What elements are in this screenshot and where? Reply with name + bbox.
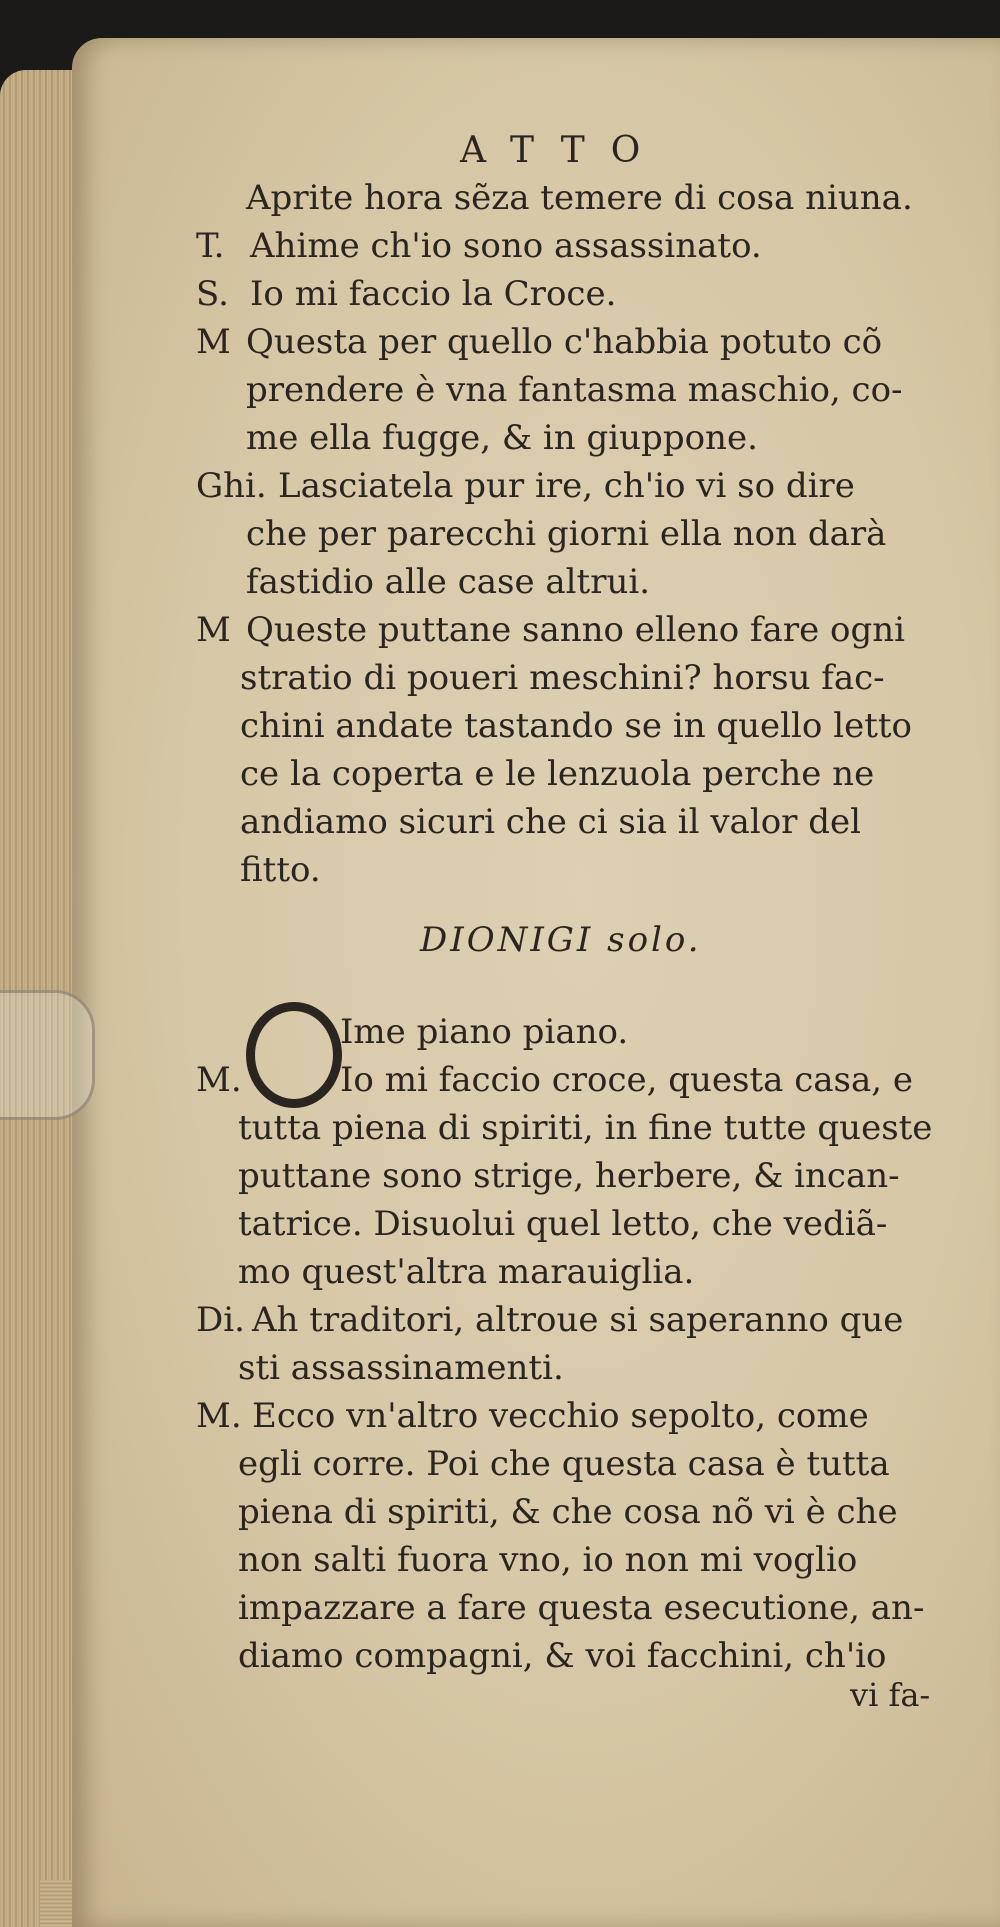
text-line: piena di spiriti, & che cosa nõ vi è che [238,1492,898,1532]
text-line: non salti fuora vno, io non mi voglio [238,1540,858,1580]
text-line: fitto. [240,850,321,890]
text-line: andiamo sicuri che ci sia il valor del [240,802,861,842]
speaker-label: T. [196,226,225,266]
text-line: Lasciatela pur ire, ch'io vi so dire [278,466,855,506]
text-line: tatrice. Disuolui quel letto, che vediã- [238,1204,888,1244]
text-line: Ecco vn'altro vecchio sepolto, come [252,1396,869,1436]
speaker-label: M. [196,1060,242,1100]
text-line: egli corre. Poi che questa casa è tutta [238,1444,890,1484]
text-line: diamo compagni, & voi facchini, ch'io [238,1636,887,1676]
speaker-label: S. [196,274,229,314]
text-line: Ahime ch'io sono assassinato. [250,226,762,266]
speaker-label: Ghi. [196,466,267,506]
text-line: sti assassinamenti. [238,1348,564,1388]
catchword: vi fa- [850,1676,931,1714]
text-line: puttane sono strige, herbere, & incan- [238,1156,900,1196]
speaker-label: M [196,322,231,362]
text-line: Io mi faccio croce, questa casa, e [340,1060,914,1100]
text-line: prendere è vna fantasma maschio, co- [246,370,903,410]
scene-heading: DIONIGI solo. [420,920,702,960]
text-line: tutta piena di spiriti, in fine tutte queste [238,1108,933,1148]
text-line: Ime piano piano. [340,1012,629,1052]
text-line: me ella fugge, & in giuppone. [246,418,758,458]
text-line: Aprite hora sẽza temere di cosa niuna. [246,178,913,218]
text-line: chini andate tastando se in quello letto [240,706,912,746]
dropcap-letter-o [246,1002,342,1108]
text-line: mo quest'altra marauiglia. [238,1252,695,1292]
text-line: fastidio alle case altrui. [246,562,651,602]
text-line: stratio di poueri meschini? horsu fac- [240,658,885,698]
text-line: Ah traditori, altroue si saperanno que [252,1300,904,1340]
running-head: ATTO [460,130,667,171]
text-line: Queste puttane sanno elleno fare ogni [246,610,906,650]
speaker-label: M. [196,1396,242,1436]
speaker-label: Di. [196,1300,245,1340]
text-line: Questa per quello c'habbia potuto cõ [246,322,883,362]
text-line: ce la coperta e le lenzuola perche ne [240,754,875,794]
text-line: Io mi faccio la Croce. [250,274,617,314]
text-line: impazzare a fare questa esecutione, an- [238,1588,925,1628]
speaker-label: M [196,610,231,650]
text-line: che per parecchi giorni ella non darà [246,514,887,554]
